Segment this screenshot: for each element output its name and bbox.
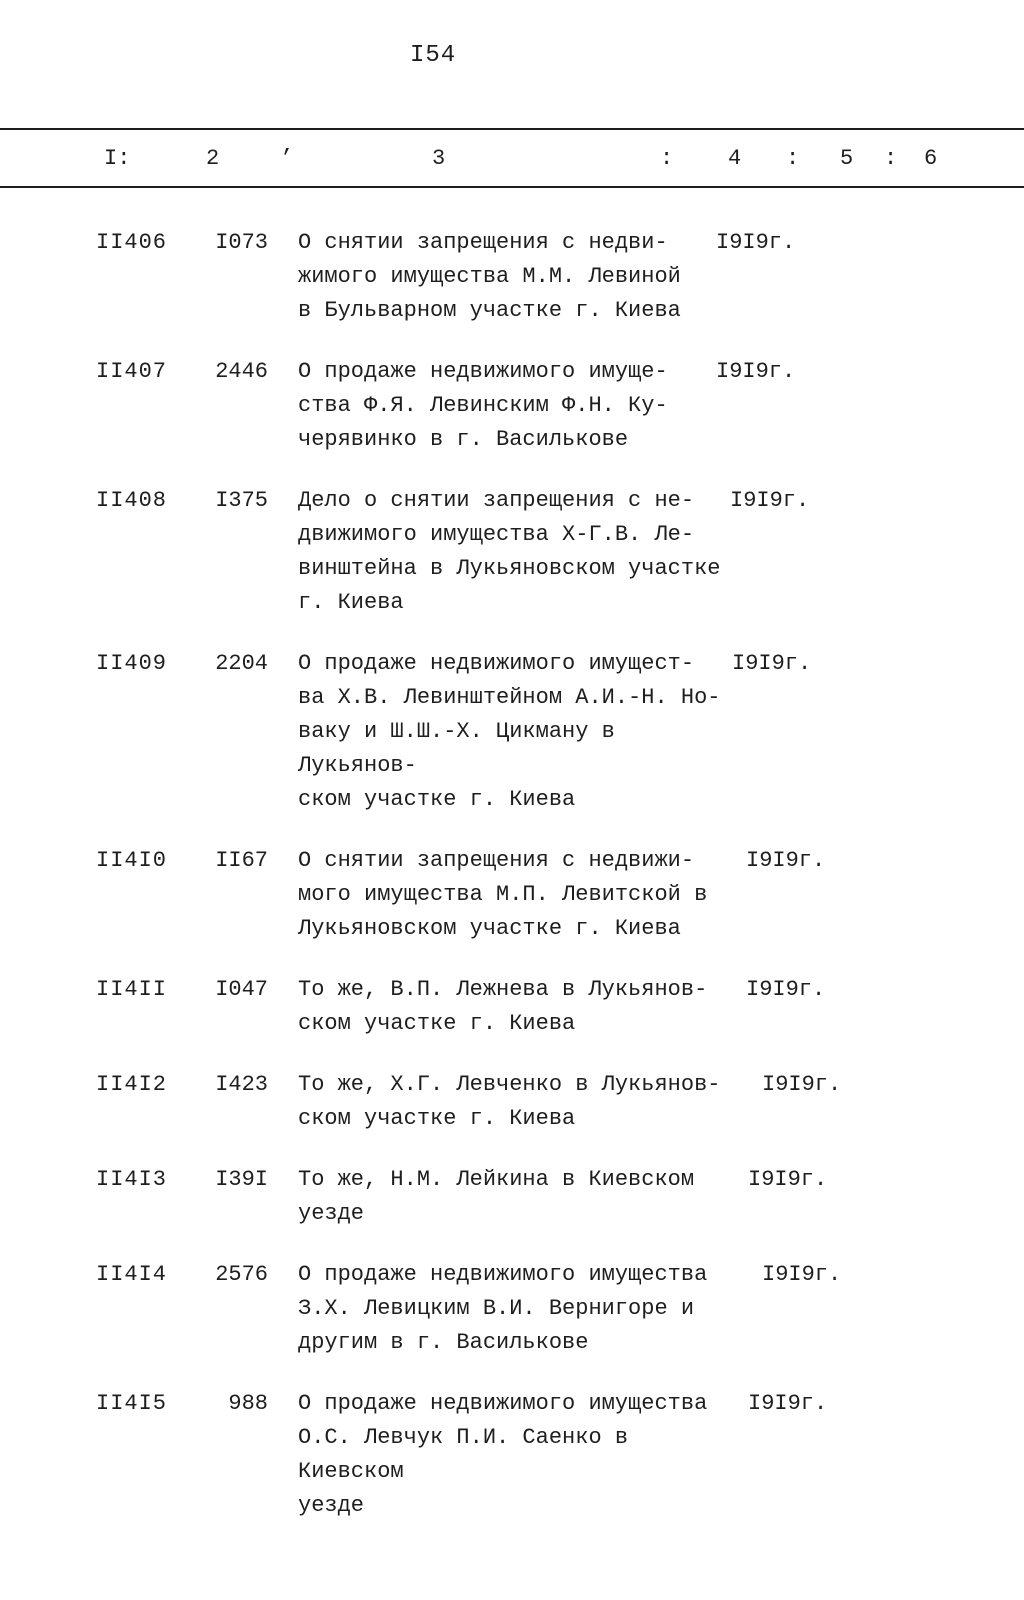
entry-year: I9I9г. [762, 1072, 842, 1097]
entry-title: О снятии запрещения с недвижи- мого имущества М.П. Левитской в Лукьяновском участке г. Киева [298, 848, 708, 941]
list-item [0, 1068, 1024, 1136]
entry-year: I9I9г. [762, 1262, 842, 1287]
entry-file-number: 2204 [215, 651, 268, 676]
entry-year: I9I9г. [748, 1391, 828, 1416]
column-header-mark: ’ [280, 146, 294, 171]
header-rule-top [0, 128, 1024, 130]
entry-index: II4I0 [96, 848, 168, 873]
entry-index: II4II [96, 977, 168, 1002]
entry-title: То же, Н.М. Лейкина в Киевском уезде [298, 1167, 695, 1226]
list-item [0, 1163, 1024, 1231]
entry-title: Дело о снятии запрещения с не- движимого имущества Х-Г.В. Ле- винштейна в Лукьяновском участке г. Киева [298, 488, 721, 615]
entry-file-number: I375 [215, 488, 268, 513]
entry-year: I9I9г. [746, 977, 826, 1002]
entry-file-number: 988 [228, 1391, 268, 1416]
list-item [0, 647, 1024, 817]
list-item [0, 226, 1024, 328]
entry-index: II4I2 [96, 1072, 168, 1097]
column-separator: : [884, 146, 898, 171]
entry-title: О снятии запрещения с недви- жимого имущества М.М. Левиной в Бульварном участке г. Киева [298, 230, 681, 323]
entry-title: О продаже недвижимого имущества О.С. Левчук П.И. Саенко в Киевском уезде [298, 1391, 708, 1518]
entry-index: II409 [96, 651, 168, 676]
column-header-3: 3 [432, 146, 446, 171]
list-item [0, 844, 1024, 946]
entry-title: То же, В.П. Лежнева в Лукьянов- ском участке г. Киева [298, 977, 708, 1036]
entry-title: О продаже недвижимого имуще- ства Ф.Я. Левинским Ф.Н. Ку- черявинко в г. Василькове [298, 359, 668, 452]
list-item [0, 1387, 1024, 1523]
list-item [0, 484, 1024, 620]
entry-index: II408 [96, 488, 168, 513]
entry-year: I9I9г. [716, 359, 796, 384]
column-header-2: 2 [206, 146, 220, 171]
entry-index: II4I5 [96, 1391, 168, 1416]
entry-year: I9I9г. [716, 230, 796, 255]
entry-title: О продаже недвижимого имущест- ва Х.В. Левинштейном А.И.-Н. Но- ваку и Ш.Ш.-Х. Цикману в Лукьянов- ском участке г. Киева [298, 651, 721, 812]
entry-file-number: I073 [215, 230, 268, 255]
list-item [0, 1258, 1024, 1360]
entry-file-number: I39I [215, 1167, 268, 1192]
entry-index: II407 [96, 359, 168, 384]
entry-year: I9I9г. [730, 488, 810, 513]
header-rule-bottom [0, 186, 1024, 188]
entry-list [0, 226, 1024, 1550]
entry-title: То же, Х.Г. Левченко в Лукьянов- ском участке г. Киева [298, 1072, 721, 1131]
entry-index: II406 [96, 230, 168, 255]
column-separator: : [786, 146, 800, 171]
entry-year: I9I9г. [746, 848, 826, 873]
entry-index: II4I4 [96, 1262, 168, 1287]
column-header-5: 5 [840, 146, 854, 171]
entry-file-number: I047 [215, 977, 268, 1002]
column-separator: : [660, 146, 674, 171]
entry-file-number: I423 [215, 1072, 268, 1097]
list-item [0, 355, 1024, 457]
entry-file-number: II67 [215, 848, 268, 873]
entry-title: О продаже недвижимого имущества З.Х. Левицким В.И. Вернигоре и другим в г. Василькове [298, 1262, 708, 1355]
entry-file-number: 2446 [215, 359, 268, 384]
list-item [0, 973, 1024, 1041]
column-header-6: 6 [924, 146, 938, 171]
entry-index: II4I3 [96, 1167, 168, 1192]
entry-year: I9I9г. [732, 651, 812, 676]
entry-year: I9I9г. [748, 1167, 828, 1192]
column-header-1: I: [104, 146, 131, 171]
page-number: I54 [410, 42, 457, 69]
entry-file-number: 2576 [215, 1262, 268, 1287]
column-header-4: 4 [728, 146, 742, 171]
